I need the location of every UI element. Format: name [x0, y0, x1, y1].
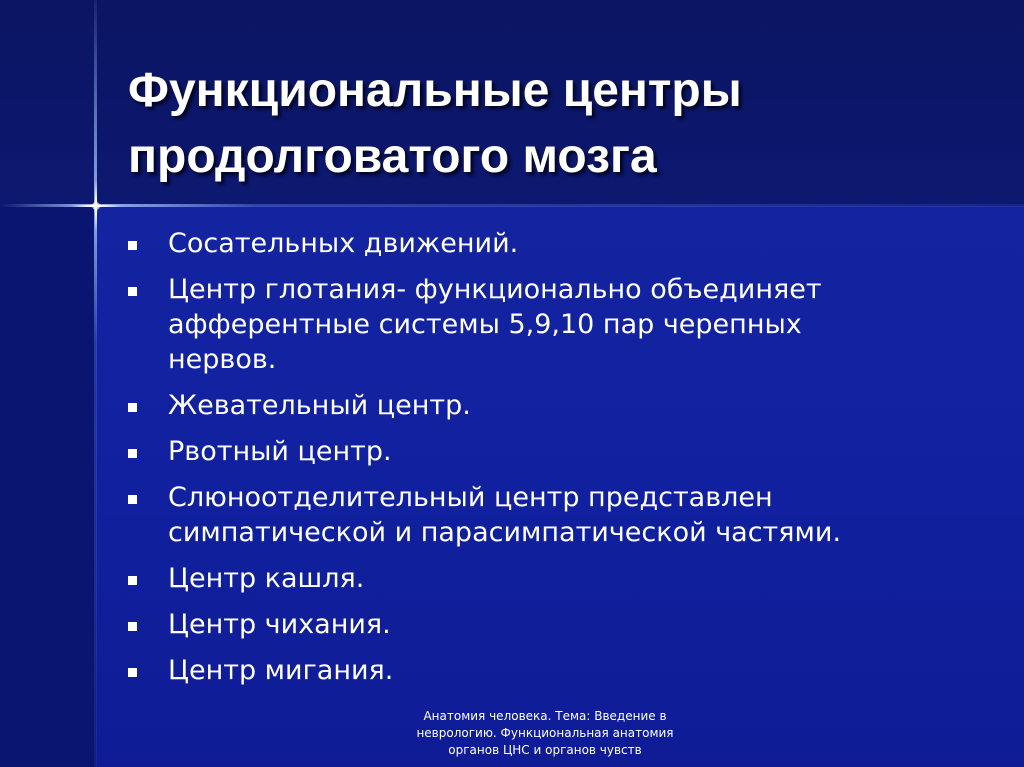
square-bullet-icon	[128, 495, 137, 504]
slide-title	[128, 58, 988, 190]
slide-footer	[400, 708, 690, 759]
bullet-text-line: Центр чихания.	[168, 609, 391, 640]
bullet-text-line: нервов.	[168, 344, 277, 375]
square-bullet-icon	[128, 622, 137, 631]
bullet-list	[128, 226, 1008, 699]
bullet-text	[168, 434, 392, 469]
bullet-text-line: симпатической и парасимпатической частями.	[168, 517, 842, 548]
bullet-text-line: Сосательных движений.	[168, 228, 519, 259]
bullet-item	[128, 388, 1008, 423]
square-bullet-icon	[128, 287, 137, 296]
bullet-text-line: Жевательный центр.	[168, 390, 471, 421]
footer-line: органов ЦНС и органов чувств	[448, 743, 642, 757]
vertical-light-line	[94, 0, 97, 767]
bullet-item	[128, 607, 1008, 642]
bullet-text	[168, 272, 822, 377]
footer-line: Анатомия человека. Тема: Введение в	[423, 709, 667, 723]
bullet-text	[168, 480, 841, 550]
bullet-text	[168, 561, 364, 596]
bullet-text	[168, 388, 471, 423]
slide-title-line: Функциональные центры	[128, 64, 742, 117]
bullet-text-line: Слюноотделительный центр представлен	[168, 482, 773, 513]
bullet-item	[128, 561, 1008, 596]
bullet-text	[168, 653, 393, 688]
bullet-text	[168, 226, 518, 261]
bullet-item	[128, 653, 1008, 688]
bullet-text-line: афферентные системы 5,9,10 пар черепных	[168, 309, 802, 340]
footer-line: неврологию. Функциональная анатомия	[416, 726, 674, 740]
square-bullet-icon	[128, 403, 137, 412]
bullet-text-line: Рвотный центр.	[168, 436, 392, 467]
slide-title-line: продолговатого мозга	[128, 130, 657, 183]
horizontal-light-line	[0, 204, 1024, 207]
bullet-text-line: Центр кашля.	[168, 563, 365, 594]
square-bullet-icon	[128, 449, 137, 458]
bullet-text	[168, 607, 391, 642]
square-bullet-icon	[128, 241, 137, 250]
bullet-item	[128, 480, 1008, 550]
bullet-text-line: Центр мигания.	[168, 655, 394, 686]
square-bullet-icon	[128, 668, 137, 677]
bullet-item	[128, 434, 1008, 469]
bullet-text-line: Центр глотания- функционально объединяет	[168, 274, 822, 305]
square-bullet-icon	[128, 576, 137, 585]
bullet-item	[128, 226, 1008, 261]
bullet-item	[128, 272, 1008, 377]
